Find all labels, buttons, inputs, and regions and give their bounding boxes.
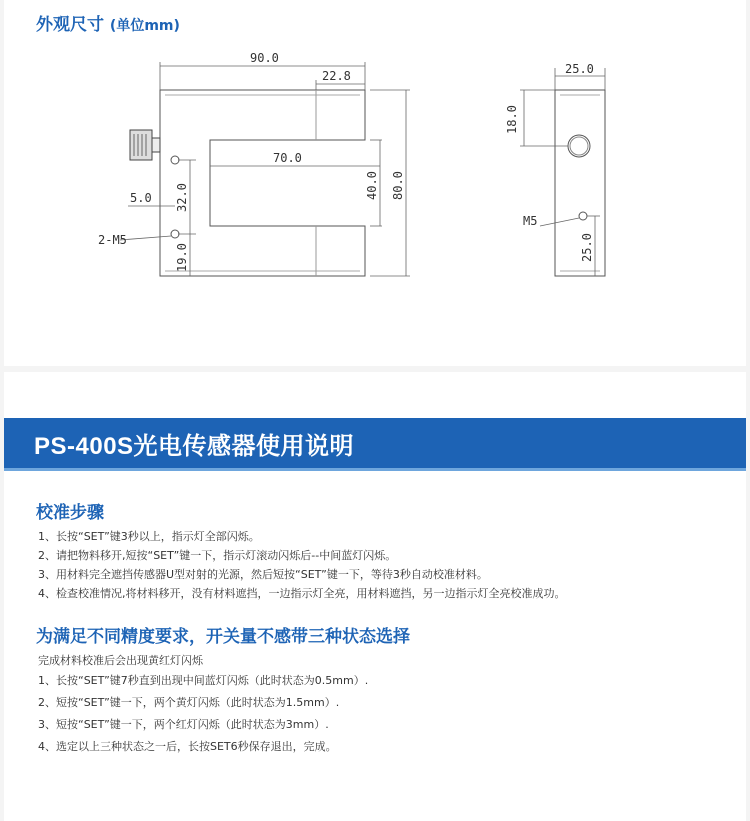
dim-19: 19.0 [175, 243, 189, 272]
calibration-step-1: 1、长按“SET”键3秒以上，指示灯全部闪烁。 [38, 530, 260, 543]
dim-side-18: 18.0 [505, 105, 519, 134]
calibration-step-4: 4、检查校准情况,将材料移开，没有材料遮挡，一边指示灯全亮，用材料遮挡，另一边指示灯全亮校准成功。 [38, 587, 566, 600]
banner-title: PS-400S光电传感器使用说明 [34, 433, 355, 460]
precision-intro: 完成材料校准后会出现黄红灯闪烁 [38, 654, 203, 667]
precision-step-1: 1、长按“SET”键7秒直到出现中间蓝灯闪烁（此时状态为0.5mm）. [38, 674, 369, 687]
dim-80: 80.0 [391, 171, 405, 200]
calibration-title: 校准步骤 [36, 503, 104, 523]
precision-step-4: 4、选定以上三种状态之一后，长按SET6秒保存退出，完成。 [38, 740, 337, 753]
instructions-panel [4, 372, 746, 821]
dim-side-m5: M5 [523, 214, 538, 228]
dimensions-unit: (单位mm) [109, 18, 180, 34]
dim-70: 70.0 [273, 151, 302, 165]
dim-40: 40.0 [365, 171, 379, 200]
dim-2-m5: 2-M5 [98, 233, 127, 247]
front-view-dimension-lines [120, 62, 410, 276]
dim-5: 5.0 [130, 191, 152, 205]
banner-stripe [4, 468, 746, 471]
dim-90: 90.0 [250, 51, 279, 65]
precision-step-3: 3、短按“SET”键一下，两个红灯闪烁（此时状态为3mm）. [38, 718, 329, 731]
precision-step-2: 2、短按“SET”键一下，两个黄灯闪烁（此时状态为1.5mm）. [38, 696, 340, 709]
dim-22-8: 22.8 [322, 69, 351, 83]
precision-title: 为满足不同精度要求，开关量不感带三种状态选择 [36, 627, 410, 647]
dimensions-title-text: 外观尺寸 [36, 15, 104, 35]
dim-side-25b: 25.0 [580, 233, 594, 262]
dim-side-25: 25.0 [565, 62, 594, 76]
dimension-drawing [0, 0, 750, 370]
calibration-step-2: 2、请把物料移开,短按“SET”键一下，指示灯滚动闪烁后--中间蓝灯闪烁。 [38, 549, 397, 562]
sensor-front-view [130, 90, 365, 276]
dim-32: 32.0 [175, 183, 189, 212]
title-banner [4, 418, 746, 468]
calibration-step-3: 3、用材料完全遮挡传感器U型对射的光源，然后短按“SET”键一下，等待3秒自动校准材料。 [38, 568, 488, 581]
